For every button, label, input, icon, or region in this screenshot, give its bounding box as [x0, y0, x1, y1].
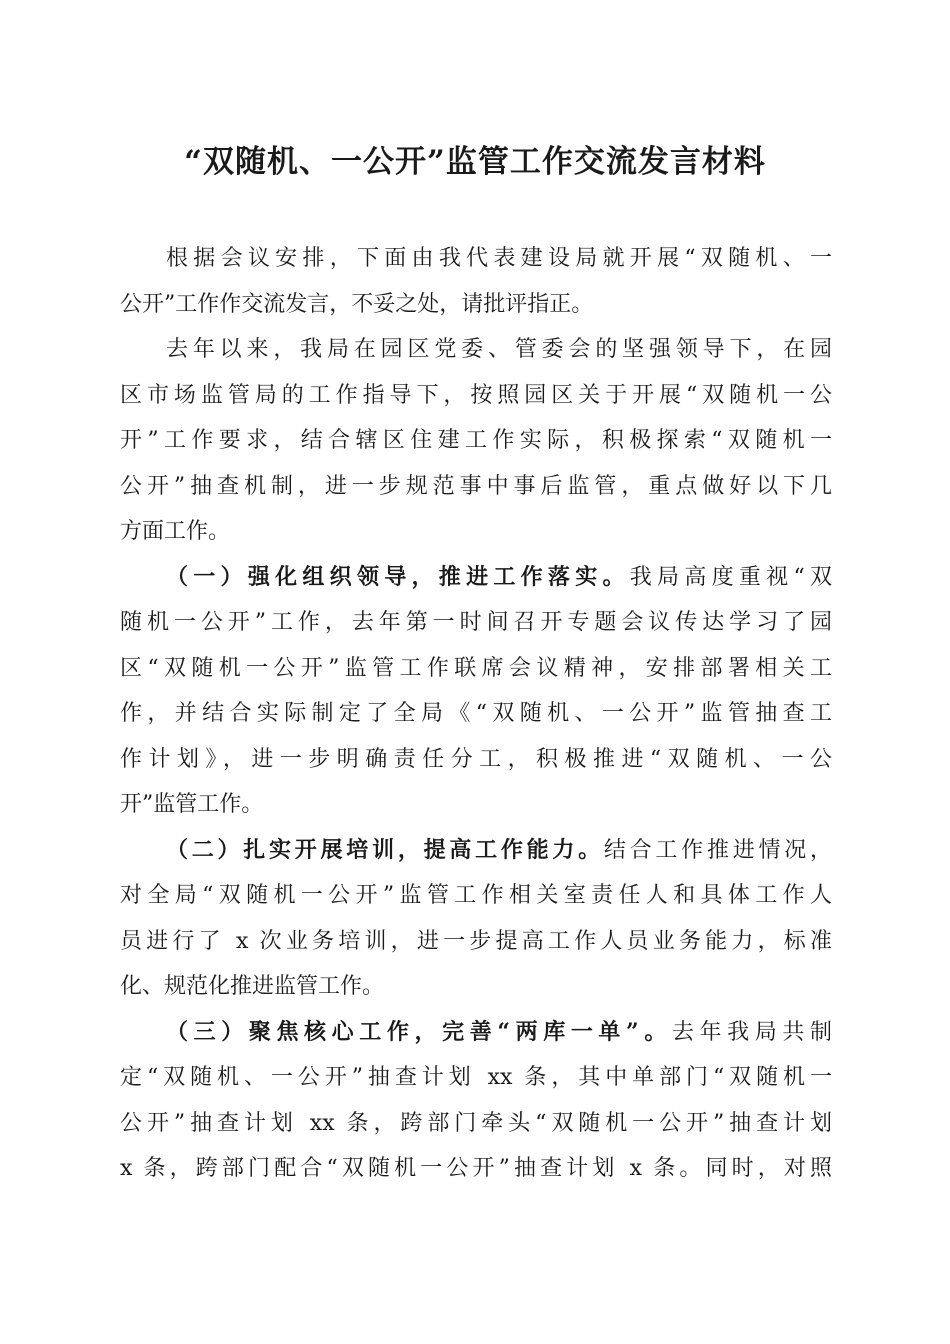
paragraph-line [120, 555, 832, 601]
paragraph-section-three [120, 1010, 832, 1192]
paragraph-line: 对全局“双随机一公开”监管工作相关室责任人和具体工作人 [120, 883, 832, 908]
paragraph-line: 公开”工作作交流发言，不妥之处，请批评指正。 [120, 291, 594, 317]
paragraph-line: 区市场监管局的工作指导下，按照园区关于开展“双随机一公 [120, 382, 832, 408]
paragraph-line: 去年以来，我局在园区党委、管委会的坚强领导下，在园 [166, 337, 832, 362]
paragraph-overview [120, 327, 832, 555]
paragraph-section-two [120, 828, 832, 1010]
paragraph-line: 员进行了 x 次业务培训，进一步提高工作人员业务能力，标准 [120, 928, 832, 954]
section-heading: （一）强化组织领导，推进工作落实。 [166, 563, 630, 590]
section-heading-rest: 我局高度重视“双 [629, 564, 832, 590]
section-heading-rest: 去年我局共制 [671, 1019, 832, 1045]
paragraph-line: 区“双随机一公开”监管工作联席会议精神，安排部署相关工 [120, 655, 832, 681]
paragraph-line: 方面工作。 [120, 519, 231, 544]
section-heading: （二）扎实开展培训，提高工作能力。 [166, 836, 604, 863]
paragraph-line: 定“双随机、一公开”抽查计划 xx 条，其中单部门“双随机一 [120, 1065, 832, 1090]
paragraph-line: 开”工作要求，结合辖区住建工作实际，积极探索“双随机一 [120, 428, 832, 453]
paragraph-line [120, 828, 832, 874]
paragraph-line: 作，并结合实际制定了全局《“双随机、一公开”监管抽查工 [120, 701, 832, 726]
paragraph-line: 公开”抽查机制，进一步规范事中事后监管，重点做好以下几 [120, 473, 832, 499]
paragraph-line: 根据会议安排，下面由我代表建设局就开展“双随机、一 [166, 246, 832, 271]
document-body [120, 236, 832, 1192]
paragraph-intro [120, 236, 832, 327]
section-heading: （三）聚焦核心工作，完善“两库一单”。 [166, 1018, 672, 1045]
paragraph-line: x 条，跨部门配合“双随机一公开”抽查计划 x 条。同时，对照 [120, 1156, 832, 1181]
paragraph-line: 公开”抽查计划 xx 条，跨部门牵头“双随机一公开”抽查计划 [120, 1110, 832, 1136]
paragraph-line: 化、规范化推进监管工作。 [120, 974, 385, 999]
section-heading-rest: 结合工作推进情况， [603, 837, 832, 863]
paragraph-section-one [120, 555, 832, 828]
paragraph-line: 开”监管工作。 [120, 792, 264, 817]
paragraph-line: 作计划》，进一步明确责任分工，积极推进“双随机、一公 [120, 746, 832, 772]
paragraph-line: 随机一公开”工作，去年第一时间召开专题会议传达学习了园 [120, 610, 832, 635]
document-title: “双随机、一公开”监管工作交流发言材料 [184, 144, 766, 180]
paragraph-line [120, 1010, 832, 1056]
